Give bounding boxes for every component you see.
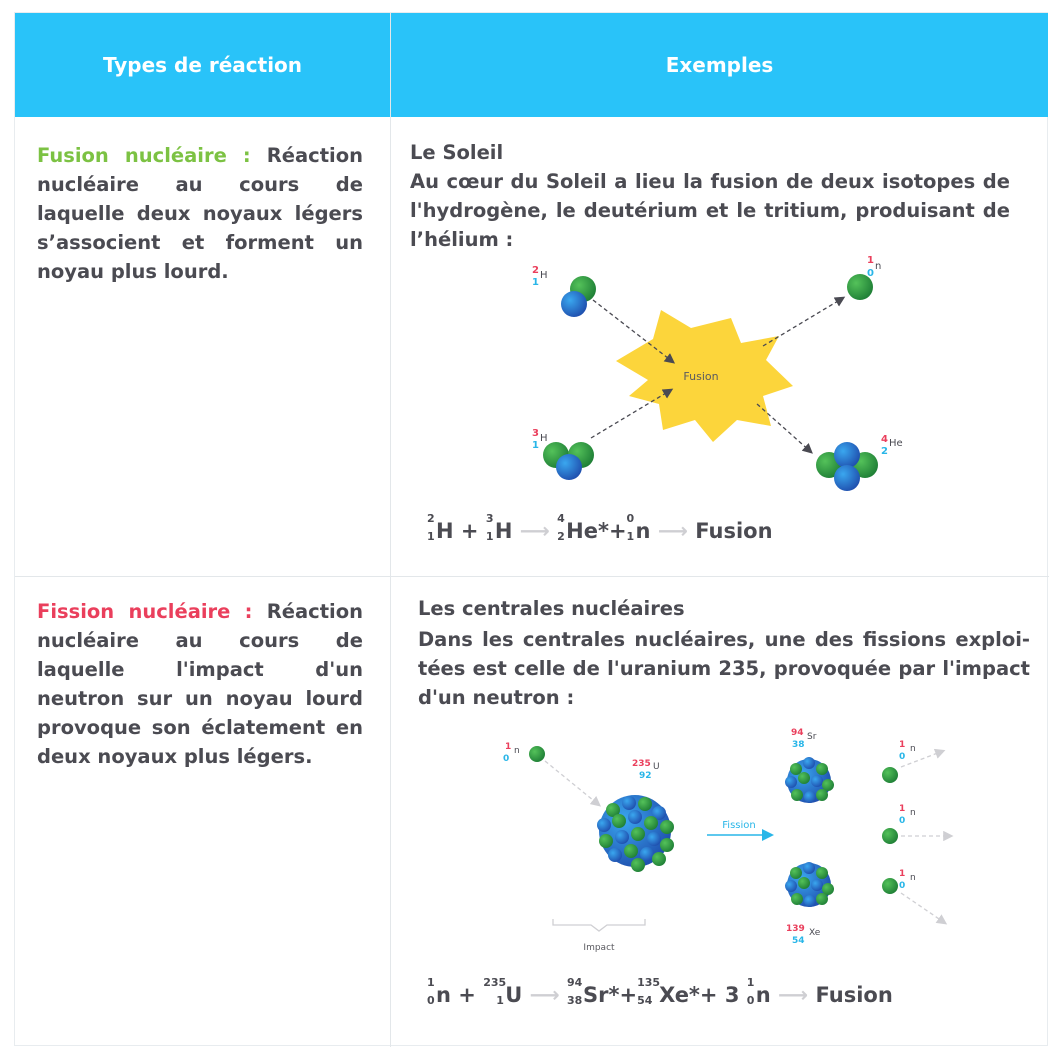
h3-atomic-number: 1 bbox=[532, 440, 539, 451]
fusion-term: Fusion nucléaire : bbox=[37, 144, 251, 167]
fusion-equation: 2 1 H + 3 1 H ⟶ 4 2 He*+ 0 1 n ⟶ Fusion bbox=[427, 512, 773, 543]
svg-text:U: U bbox=[653, 762, 660, 772]
helium-atomic-number: 2 bbox=[881, 446, 888, 457]
svg-text:0: 0 bbox=[899, 752, 906, 762]
fusion-neutron-atomic-number: 0 bbox=[867, 268, 874, 279]
fission-example-text: Dans les centrales nucléaires, une des fissions exploitées est celle de l'uranium 235, provoquée par l'impact d'un neutron : bbox=[418, 628, 1030, 709]
fission-diagram bbox=[391, 703, 1048, 958]
svg-text:Sr: Sr bbox=[807, 732, 817, 742]
header-types: Types de réaction bbox=[15, 13, 390, 117]
fission-equation: 1 0 n + 235 1 U ⟶ 94 38 Sr*+ 135 54 Xe*+ 3 1 0 n ⟶ Fusion bbox=[427, 976, 893, 1007]
impact-label: Impact bbox=[583, 943, 615, 953]
h2-symbol: H bbox=[540, 270, 548, 281]
fission-definition-text: Réaction nucléaire au cours de laquelle l'impact d'un neutron sur un noyau lourd provoque son éclatement en deux noyaux plus légers. bbox=[37, 600, 363, 768]
svg-text:n: n bbox=[910, 808, 916, 818]
fission-definition bbox=[37, 597, 363, 771]
svg-text:1: 1 bbox=[505, 742, 512, 752]
fusion-center-label: Fusion bbox=[683, 370, 719, 383]
fission-arrow-label: Fission bbox=[722, 820, 756, 831]
row-divider bbox=[15, 576, 1049, 577]
fusion-neutron-symbol: n bbox=[875, 261, 882, 272]
svg-text:235: 235 bbox=[632, 759, 651, 769]
svg-text:38: 38 bbox=[792, 740, 805, 750]
fusion-neutron-mass-number: 1 bbox=[867, 255, 874, 266]
fusion-diagram bbox=[391, 238, 1048, 493]
fusion-example-title: Le Soleil bbox=[410, 141, 504, 164]
uranium-nucleus bbox=[597, 795, 674, 872]
svg-text:1: 1 bbox=[899, 869, 906, 879]
svg-text:n: n bbox=[514, 746, 520, 756]
reaction-table bbox=[14, 12, 1048, 1046]
header-examples: Exemples bbox=[391, 13, 1048, 117]
svg-text:n: n bbox=[910, 873, 916, 883]
fusion-definition bbox=[37, 141, 363, 286]
fusion-example-text: Au cœur du Soleil a lieu la fusion de deux isotopes de l'hydrogène, le deutérium et le tritium, produisant de l’hélium : bbox=[410, 170, 1010, 251]
svg-text:Xe: Xe bbox=[809, 928, 821, 938]
helium-mass-number: 4 bbox=[881, 434, 888, 445]
svg-text:54: 54 bbox=[792, 936, 805, 946]
fusion-definition-text: Réaction nucléaire au cours de laquelle deux noyaux légers s’associent et forment un noyau plus lourd. bbox=[37, 144, 363, 283]
h2-atomic-number: 1 bbox=[532, 277, 539, 288]
strontium-nucleus bbox=[785, 757, 834, 803]
h2-mass-number: 2 bbox=[532, 265, 539, 276]
svg-text:0: 0 bbox=[503, 754, 510, 764]
svg-text:0: 0 bbox=[899, 816, 906, 826]
h3-mass-number: 3 bbox=[532, 428, 539, 439]
svg-text:139: 139 bbox=[786, 924, 805, 934]
svg-text:92: 92 bbox=[639, 771, 652, 781]
svg-text:n: n bbox=[910, 744, 916, 754]
fission-term: Fission nucléaire : bbox=[37, 600, 253, 623]
fission-example-title: Les centrales nucléaires bbox=[418, 597, 685, 620]
fusion-result: Fusion bbox=[695, 519, 773, 543]
svg-text:1: 1 bbox=[899, 740, 906, 750]
xenon-nucleus bbox=[785, 862, 834, 907]
svg-text:94: 94 bbox=[791, 728, 804, 738]
helium-symbol: He bbox=[889, 438, 903, 449]
svg-text:0: 0 bbox=[899, 881, 906, 891]
fission-result: Fusion bbox=[815, 983, 893, 1007]
h3-symbol: H bbox=[540, 433, 548, 444]
svg-text:1: 1 bbox=[899, 804, 906, 814]
